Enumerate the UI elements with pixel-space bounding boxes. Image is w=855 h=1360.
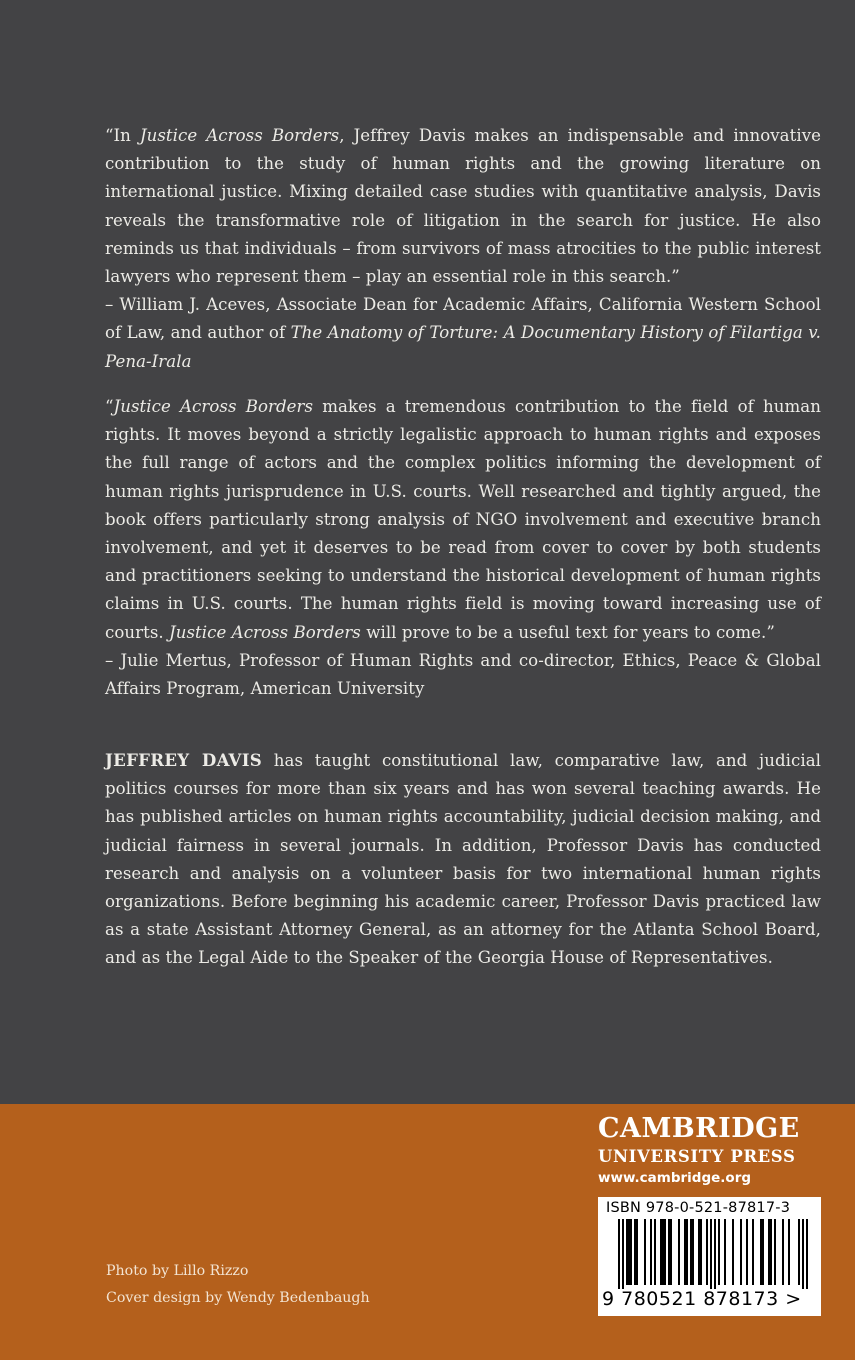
review-quote-1 — [105, 122, 821, 376]
barcode-bar — [710, 1219, 712, 1289]
isbn-label: ISBN 978-0-521-87817-3 — [606, 1200, 791, 1216]
barcode-bar — [626, 1219, 628, 1285]
book-title: Justice Across Borders — [169, 622, 361, 642]
barcode-bar — [718, 1219, 720, 1285]
barcode-bar — [782, 1219, 784, 1285]
barcode-bar — [762, 1219, 764, 1285]
barcode-bar — [806, 1219, 808, 1289]
book-title: Justice Across Borders — [113, 397, 314, 416]
review-1-body: , Jeffrey Davis makes an indispensable and innovative contribution to the study of human rights and the growing literature on international justice. Mixing detailed case studies with quantitative analysis, Davis reveals the transformative role of litigation in the search for justice. He also reminds us that individuals – from survivors of mass atrocities to the public interest lawyers who represent them – play an essential role in this search.” — [105, 126, 821, 287]
review-quote-2 — [105, 393, 821, 703]
quote-open: “In — [105, 126, 140, 145]
barcode-bar — [660, 1219, 662, 1285]
review-2-body: makes a tremendous contribution to the field of human rights. It moves beyond a strictly legalistic approach to human rights and exposes the full range of actors and the complex politics informing the development of human rights jurisprudence in U.S. courts. Well researched and tightly argued, the book offers particularly strong analysis of NGO involvement and executive branch involvement, and yet it deserves to be read from cover to cover by both students and practitioners seeking to understand the historical development of human rights claims in U.S. courts. The human rights field is moving toward increasing use of courts. — [105, 397, 821, 642]
author-name: JEFFREY DAVIS — [105, 750, 263, 770]
barcode-bar — [700, 1219, 702, 1285]
barcode-bar — [760, 1219, 762, 1285]
review-1-attribution — [105, 291, 821, 376]
barcode-bar — [664, 1219, 666, 1285]
barcode-bar — [628, 1219, 630, 1285]
author-bio-body: has taught constitutional law, comparative law, and judicial politics courses for more than six years and has won several teaching awards. He has published articles on human rights accountability, judicial decision making, and judicial fairness in several journals. In addition, Professor Davis has conducted research and analysis on a volunteer basis for two international human rights organizations. Before beginning his academic career, Professor Davis practiced law as a state Assistant Attorney General, as an attorney for the Atlanta School Board, and as the Legal Aide to the Speaker of the Georgia House of Representatives. — [105, 751, 822, 968]
barcode-bar — [634, 1219, 636, 1285]
barcode-bar — [684, 1219, 686, 1285]
review-2-text — [105, 393, 821, 647]
barcode-bar — [662, 1219, 664, 1285]
review-2-attribution: – Julie Mertus, Professor of Human Rights and co-director, Ethics, Peace & Global Affairs Program, American University — [105, 650, 821, 699]
publisher-logo — [598, 1112, 822, 1188]
review-1-text — [105, 122, 821, 291]
barcode-bar — [798, 1219, 800, 1285]
barcode-bar — [678, 1219, 680, 1285]
barcode-bar — [644, 1219, 646, 1285]
review-1-attribution-text: – William J. Aceves, Associate Dean for Academic Affairs, California Western School of Law, and author of — [105, 295, 821, 343]
barcode-bar — [724, 1219, 726, 1285]
barcode-bar — [768, 1219, 770, 1285]
barcode-bar — [636, 1219, 638, 1285]
cover-credits — [106, 1258, 370, 1311]
publisher-name: CAMBRIDGE — [598, 1113, 800, 1144]
barcode-bar — [698, 1219, 700, 1285]
barcode-bar — [670, 1219, 672, 1285]
barcode-icon — [604, 1219, 814, 1289]
barcode-bar — [650, 1219, 652, 1285]
publisher-url: www.cambridge.org — [598, 1170, 752, 1186]
barcode-bar — [788, 1219, 790, 1285]
review-1-attribution-title: The Anatomy of Torture: A Documentary History of Filartiga v. Pena-Irala — [105, 323, 822, 371]
barcode-bar — [686, 1219, 688, 1285]
barcode-bar — [692, 1219, 694, 1285]
publisher-subtitle: UNIVERSITY PRESS — [598, 1147, 796, 1166]
barcode-bar — [654, 1219, 656, 1285]
barcode-bar — [770, 1219, 772, 1285]
photo-credit: Photo by Lillo Rizzo — [106, 1263, 249, 1279]
book-title: Justice Across Borders — [139, 126, 340, 145]
author-bio — [105, 746, 821, 973]
author-bio-text — [105, 746, 821, 973]
barcode-bar — [622, 1219, 624, 1289]
barcode-bar — [630, 1219, 632, 1285]
barcode-bar — [746, 1219, 748, 1285]
barcode-bar — [774, 1219, 776, 1285]
review-2-body-end: will prove to be a useful text for years to come.” — [360, 622, 775, 642]
barcode-bar — [690, 1219, 692, 1285]
barcode-bar — [714, 1219, 716, 1289]
isbn-barcode-box — [598, 1197, 821, 1316]
barcode-bar — [802, 1219, 804, 1289]
barcode-bar — [732, 1219, 734, 1285]
barcode-bar — [740, 1219, 742, 1285]
barcode-bar — [706, 1219, 708, 1285]
design-credit: Cover design by Wendy Bedenbaugh — [106, 1289, 370, 1306]
barcode-bar — [618, 1219, 620, 1289]
barcode-digits: 9 780521 878173 > — [602, 1288, 802, 1310]
barcode-bar — [752, 1219, 754, 1285]
barcode-bar — [668, 1219, 670, 1285]
quote-open: “ — [105, 397, 114, 416]
